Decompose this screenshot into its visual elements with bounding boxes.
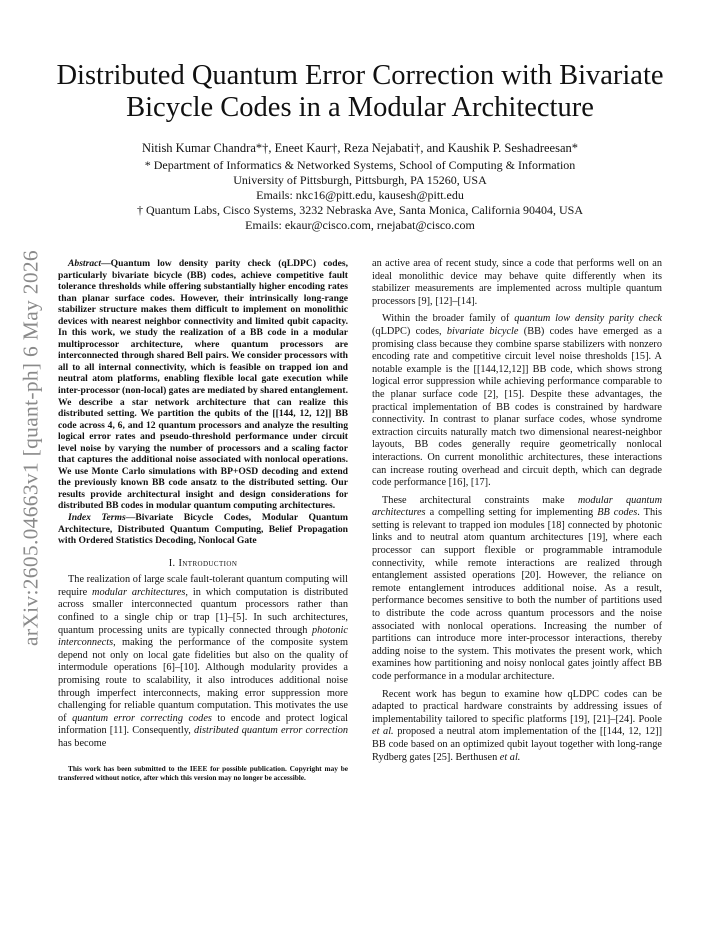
affiliation-pitt: * Department of Informatics & Networked Systems, School of Computing & Information [144,158,576,172]
right-column [372,258,662,764]
arxiv-sidebar [14,248,48,648]
abstract-lead: Abstract [68,258,102,269]
author-block [40,141,680,233]
title-line-2: Bicycle Codes in a Modular Architecture [126,92,594,123]
title-line-1: Distributed Quantum Error Correction with Bivariate [56,60,664,91]
section-heading-introduction: I. Introduction [168,557,238,569]
arxiv-identifier: arXiv:2605.04663v1 [quant-ph] 6 May 2026 [18,250,43,646]
left-column [58,258,348,782]
copyright-footnote: This work has been submitted to the IEEE for possible publication. Copyright may be transferred without notice, after which this version may no longer be accessible. [58,763,348,782]
intro-paragraph-3: These architectural constraints make modular quantum architectures a compelling setting for implementing BB codes. This setting is relevant to trapped ion modules [18] connected by photonic links and to neutral atom quantum architectures [19], where each processor can support flexible or programmable intramodule connectivity, while remote interactions are realized through entanglement assisted operations [20]. However, the reliance on remote entanglement introduces additional noise. As a result, performance becomes sensitive to both the number of partitions used to distribute the code across quantum processors and the noise associated with nonlocal operations. Increasing the number of partitions can introduce more inter-processor interactions, thereby adding noise to the system. This motivates the present work, which examines how partitioning and noisy nonlocal gates jointly affect BB code performance in a modular architecture. [372,494,663,682]
intro-paragraph-1: The realization of large scale fault-tolerant quantum computing will require modular architectures, in which computation is distributed across smaller interconnected quantum processors rather than confined to a single chip or trap [1]–[5]. In such architectures, quantum processing units are typically connected through photonic interconnects, making the performance of the composite system depend not only on local gate fidelities but also on the quality of intermodule operations [6]–[10]. Although modularity provides a promising route to scalability, it also introduces additional noise through imperfect interconnects, making error suppression more challenging for reliable quantum computation. This motivates the use of quantum error correcting codes to encode and protect logical information [11]. Consequently, distributed quantum error correction has become [58,574,349,749]
intro-paragraph-continued: an active area of recent study, since a code that performs well on an ideal monolithic device may behave quite differently when its stabilizer measurements are implemented across multiple quantum processors [9], [12]–[14]. [372,258,662,307]
index-terms-text: —Bivariate Bicycle Codes, Modular Quantum Architecture, Distributed Quantum Computing, Belief Propagation with Ordered Statistics Decoding, Nonlocal Gate [58,512,348,547]
intro-paragraph-2: Within the broader family of quantum low density parity check (qLDPC) codes, bivariate bicycle (BB) codes have emerged as a promising class because they combine sparse stabilizers with nonzero encoding rate and competitive circuit level noise thresholds [15]. A notable example is the [[144,12,12]] BB code, which shows strong logical error suppression while achieving performance comparable to the planar surface code [2], [15]. Despite these advantages, the practical implementation of BB codes is constrained by hardware connectivity. In contrast to planar surface codes, whose syndrome extraction circuits naturally match two dimensional nearest-neighbor layouts, BB codes generally require geometrically nonlocal interactions. On current monolithic architectures, these interactions can increase routing overhead and circuit depth, which can degrade code performance [16], [17]. [372,313,662,489]
intro-paragraph-4: Recent work has begun to examine how qLDPC codes can be adapted to practical hardware constraints by addressing issues of implementability tailored to specific platforms [19], [21]–[24]. Poole et al. proposed a neutral atom implementation of the [[144, 12, 12]] BB code based on an optimized qubit layout together with long-range Rydberg gates [25]. Berthusen et al. [372,688,662,763]
emails-cisco: Emails: ekaur@cisco.com, rnejabat@cisco.com [245,218,475,232]
author-names: Nitish Kumar Chandra*†, Eneet Kaur†, Reza Nejabati†, and Kaushik P. Seshadreesan* [142,141,578,155]
abstract [58,258,348,512]
emails-pitt: Emails: nkc16@pitt.edu, kausesh@pitt.edu [256,188,464,202]
index-terms-lead: Index Terms [68,512,126,524]
paper-title [40,60,680,124]
abstract-text: —Quantum low density parity check (qLDPC) codes, particularly bivariate bicycle (BB) codes, achieve competitive fault tolerance thresholds while offering substantially higher encoding rates than planar surface codes. However, their intrinsically long-range stabilizer structure makes them difficult to implement on monolithic devices with nearest neighbor connectivity and limited qubit capacity. In this work, we study the realization of a BB code in a modular multiprocessor architecture, where quantum processors are interconnected through shared Bell pairs. We consider processors with all to all internal connectivity, which is feasible on trapped ion and neutral atom platforms, enabling flexible local gate execution while inter-processor (non-local) gates are mediated by shared entanglement. We describe a star network architecture that can realize this distributed setting. We partition the qubits of the [[144, 12, 12]] BB code across 4, 6, and 12 quantum processors and analyze the resulting logical error rates and pseudo-threshold performance under circuit level noise by varying the number of processors and a scaling factor that captures the additional noise associated with nonlocal operations. We use Monte Carlo simulations with BP+OSD decoding and extend the previously known BB code ansatz to the distributed setting. Our results provide architectural insight and design considerations for distributed BB codes in modular quantum computing architectures. [58,258,348,512]
affiliation-pitt-address: University of Pittsburgh, Pittsburgh, PA 15260, USA [233,173,487,187]
index-terms [58,512,348,547]
affiliation-cisco: † Quantum Labs, Cisco Systems, 3232 Nebraska Ave, Santa Monica, California 90404, USA [136,203,584,217]
